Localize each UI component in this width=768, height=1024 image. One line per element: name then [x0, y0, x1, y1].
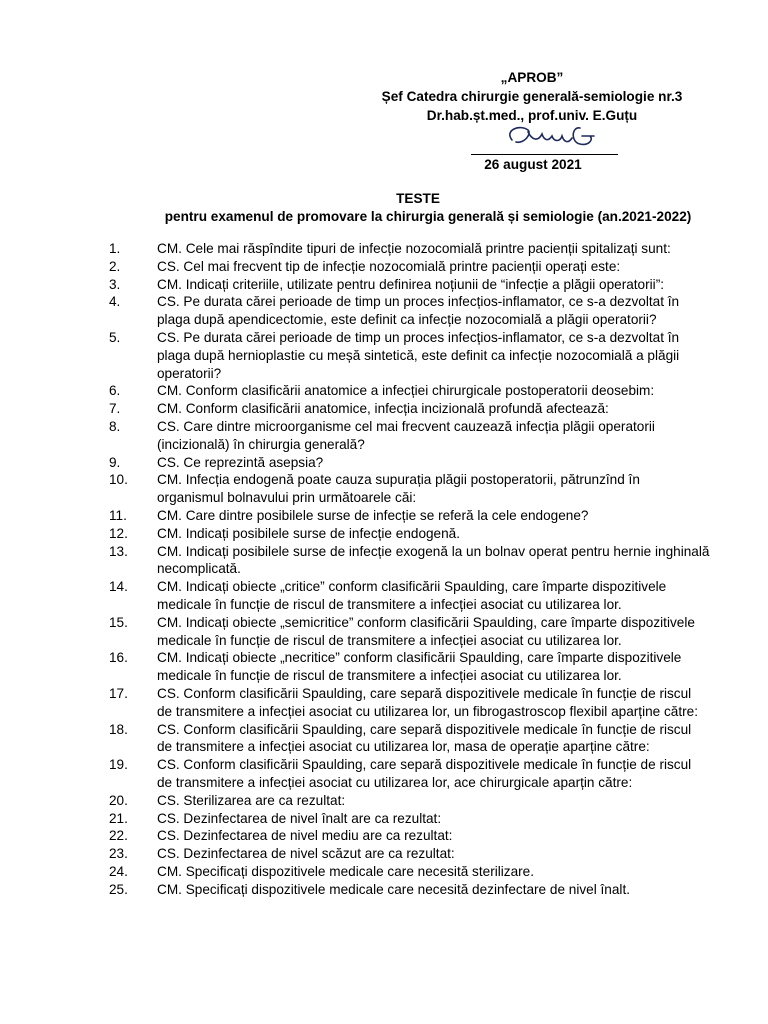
- question-number: 17.: [109, 685, 128, 701]
- question-item: [0, 578, 768, 614]
- question-text: CM. Indicați posibilele surse de infecție endogenă.: [157, 525, 461, 541]
- question-item: [0, 276, 768, 294]
- question-item: [0, 649, 768, 685]
- question-item: [0, 845, 768, 863]
- question-item: [0, 827, 768, 845]
- approval-block: [330, 68, 734, 125]
- question-item: [0, 685, 768, 721]
- question-text: CM. Specificați dispozitivele medicale care necesită dezinfectare de nivel înalt.: [157, 881, 630, 897]
- question-text: CM. Indicați criteriile, utilizate pentru definirea noțiunii de “infecție a plăgii operatorii”:: [157, 276, 664, 292]
- document-title: TESTE: [396, 191, 440, 206]
- question-text: CM. Cele mai răspîndite tipuri de infecție nozocomială printre pacienții spitalizați sunt:: [157, 241, 671, 256]
- question-number: 11.: [109, 507, 127, 523]
- question-number: 19.: [109, 757, 128, 773]
- question-item: [0, 240, 768, 258]
- question-item: [0, 507, 768, 525]
- question-number: 3.: [109, 276, 121, 292]
- question-number: 22.: [109, 828, 128, 844]
- question-item: [0, 614, 768, 650]
- question-text: CM. Indicați obiecte „semicritice” conform clasificării Spaulding, care împarte dispozitivele medicale în funcție de riscul de transmitere a infecției asociat cu utilizarea lor.: [157, 614, 695, 648]
- question-number: 18.: [109, 721, 128, 737]
- signature-line: [471, 154, 618, 155]
- question-item: [0, 721, 768, 757]
- question-text: CS. Conform clasificării Spaulding, care separă dispozitivele medicale în funcție de riscul de transmitere a infecției asociat cu utilizarea lor, ace chirurgicale aparțin către:: [157, 757, 692, 790]
- question-number: 16.: [109, 650, 128, 666]
- question-item: [0, 881, 768, 899]
- approval-word: „APROB”: [500, 70, 564, 85]
- question-item: [0, 329, 768, 382]
- question-number: 14.: [109, 579, 128, 595]
- question-text: CM. Specificați dispozitivele medicale care necesită sterilizare.: [157, 863, 535, 879]
- question-item: [0, 258, 768, 276]
- question-text: CM. Indicați obiecte „critice” conform clasificării Spaulding, care împarte dispozitivele medicale în funcție de riscul de transmitere a infecției asociat cu utilizarea lor.: [157, 579, 667, 612]
- question-text: CS. Cel mai frecvent tip de infecție nozocomială printre pacienții operați este:: [157, 258, 621, 274]
- question-text: CS. Pe durata cărei perioade de timp un proces infecțios-inflamator, ce s-a dezvoltat în plaga după apendicectomie, este definit ca infecție nozocomială a plăgii operatorii?: [157, 294, 680, 328]
- question-number: 23.: [109, 846, 128, 862]
- question-item: [0, 293, 768, 329]
- question-item: [0, 810, 768, 828]
- question-item: [0, 543, 768, 579]
- question-text: CS. Conform clasificării Spaulding, care separă dispozitivele medicale în funcție de riscul de transmitere a infecției asociat cu utilizarea lor, masa de operație aparține către:: [157, 721, 692, 755]
- question-number: 5.: [109, 329, 121, 345]
- question-text: CM. Conform clasificării anatomice a infecției chirurgicale postoperatorii deosebim:: [157, 383, 655, 399]
- approver-name: Dr.hab.șt.med., prof.univ. E.Guțu: [426, 108, 638, 123]
- question-number: 6.: [109, 383, 121, 399]
- question-item: [0, 863, 768, 881]
- question-text: CS. Dezinfectarea de nivel înalt are ca rezultat:: [157, 810, 442, 826]
- question-number: 2.: [109, 258, 121, 274]
- question-text: CM. Care dintre posibilele surse de infecție se referă la cele endogene?: [157, 507, 589, 523]
- question-number: 24.: [109, 863, 128, 879]
- approver-role: Șef Catedra chirurgie generală-semiologie nr.3: [381, 89, 683, 104]
- question-text: CS. Ce reprezintă asepsia?: [157, 454, 324, 470]
- question-item: [0, 454, 768, 472]
- question-text: CS. Conform clasificării Spaulding, care separă dispozitivele medicale în funcție de riscul de transmitere a infecției asociat cu utilizarea lor, un fibrogastroscop flexibil aparține către:: [157, 685, 699, 719]
- question-item: [0, 471, 768, 507]
- question-text: CM. Indicați obiecte „necritice” conform clasificării Spaulding, care împarte dispozitivele medicale în funcție de riscul de transmitere a infecției asociat cu utilizarea lor.: [157, 650, 682, 684]
- document-subtitle: pentru examenul de promovare la chirurgia generală și semiologie (an.2021-2022): [164, 209, 692, 224]
- question-number: 7.: [109, 401, 121, 417]
- question-number: 9.: [109, 454, 121, 470]
- question-number: 12.: [109, 525, 128, 541]
- question-text: CS. Sterilizarea are ca rezultat:: [157, 792, 346, 808]
- question-item: [0, 418, 768, 454]
- question-number: 1.: [109, 241, 121, 256]
- question-number: 4.: [109, 294, 121, 310]
- question-item: [0, 756, 768, 792]
- question-text: CS. Care dintre microorganisme cel mai frecvent cauzează infecția plăgii operatorii (incizională) în chirurgia generală?: [157, 418, 655, 452]
- question-text: CS. Pe durata cărei perioade de timp un proces infecțios-inflamator, ce s-a dezvoltat în plaga după hernioplastie cu meșă sintetică, este definit ca infecție nozocomială a plăgii operatorii?: [157, 329, 680, 381]
- approval-date: 26 august 2021: [484, 157, 582, 172]
- question-list: [0, 240, 768, 898]
- question-number: 13.: [109, 543, 128, 559]
- question-item: [0, 400, 768, 418]
- question-text: CM. Infecția endogenă poate cauza supurația plăgii postoperatorii, pătrunzînd în organismul bolnavului prin următoarele căi:: [157, 472, 640, 506]
- question-number: 8.: [109, 418, 121, 434]
- question-number: 15.: [109, 614, 128, 630]
- question-text: CS. Dezinfectarea de nivel scăzut are ca rezultat:: [157, 846, 455, 862]
- question-item: [0, 382, 768, 400]
- signature-icon: [498, 120, 608, 152]
- question-text: CM. Indicați posibilele surse de infecție exogenă la un bolnav operat pentru hernie inghinală necomplicată.: [157, 543, 710, 577]
- question-item: [0, 525, 768, 543]
- question-number: 21.: [109, 810, 128, 826]
- question-item: [0, 792, 768, 810]
- question-text: CS. Dezinfectarea de nivel mediu are ca rezultat:: [157, 828, 453, 844]
- question-text: CM. Conform clasificării anatomice, infecția incizională profundă afectează:: [157, 401, 609, 417]
- question-number: 20.: [109, 792, 128, 808]
- question-number: 25.: [109, 881, 128, 897]
- question-number: 10.: [109, 472, 128, 488]
